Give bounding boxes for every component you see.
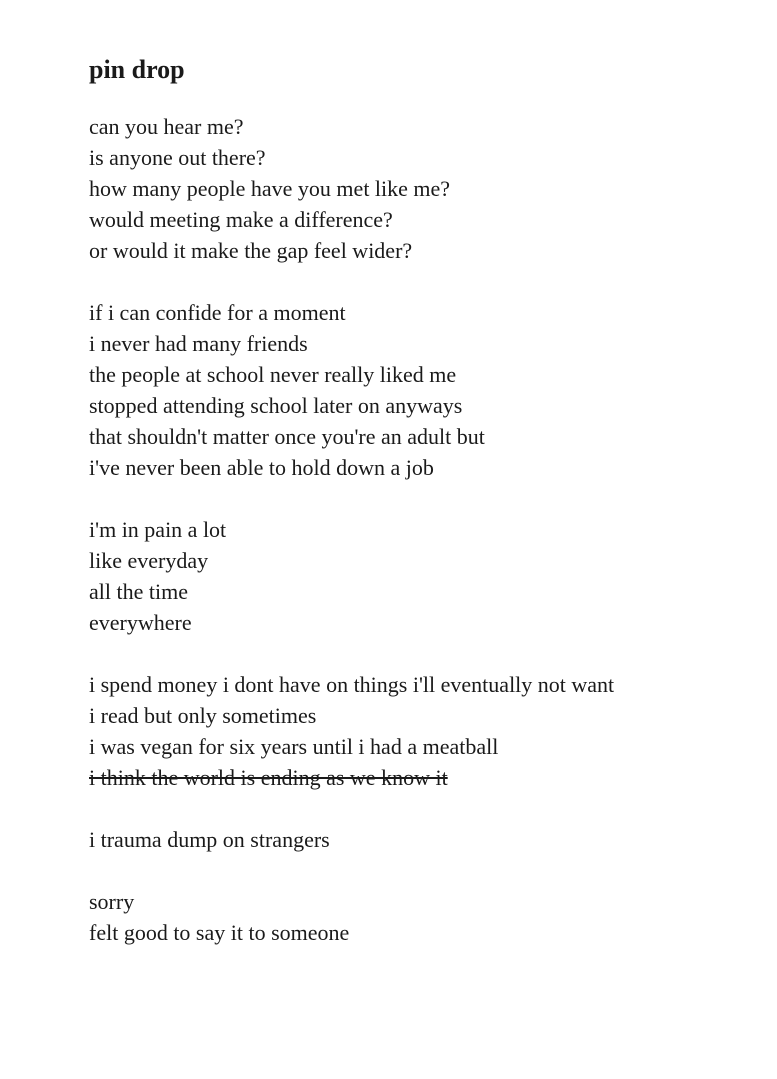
struck-through-line: i think the world is ending as we know it — [89, 765, 448, 790]
poem-line: i read but only sometimes — [89, 703, 317, 728]
stanza-4 — [89, 669, 739, 793]
poem-line: can you hear me? — [89, 114, 244, 139]
stanza-1 — [89, 111, 739, 266]
poem-line: sorry — [89, 889, 135, 914]
stanza-5 — [89, 824, 739, 855]
poem-line: everywhere — [89, 610, 192, 635]
poem-line: is anyone out there? — [89, 145, 266, 170]
poem-line: all the time — [89, 579, 188, 604]
stanza-3 — [89, 514, 739, 638]
poem-line: stopped attending school later on anyways — [89, 393, 463, 418]
poem-line: i never had many friends — [89, 331, 308, 356]
stanza-2 — [89, 297, 739, 483]
poem-line: like everyday — [89, 548, 209, 573]
poem-title: pin drop — [89, 55, 185, 84]
poem-line: i was vegan for six years until i had a meatball — [89, 734, 499, 759]
poem-line: how many people have you met like me? — [89, 176, 451, 201]
stanza-6 — [89, 886, 739, 948]
poem-page — [89, 50, 739, 979]
poem-line: felt good to say it to someone — [89, 920, 350, 945]
poem-line: i've never been able to hold down a job — [89, 455, 434, 480]
poem-line: or would it make the gap feel wider? — [89, 238, 413, 263]
poem-line: if i can confide for a moment — [89, 300, 346, 325]
poem-line: would meeting make a difference? — [89, 207, 393, 232]
poem-line: i spend money i dont have on things i'll eventually not want — [89, 672, 615, 697]
poem-line: i trauma dump on strangers — [89, 827, 330, 852]
poem-line: that shouldn't matter once you're an adult but — [89, 424, 485, 449]
poem-line: i'm in pain a lot — [89, 517, 227, 542]
poem-line: the people at school never really liked me — [89, 362, 457, 387]
